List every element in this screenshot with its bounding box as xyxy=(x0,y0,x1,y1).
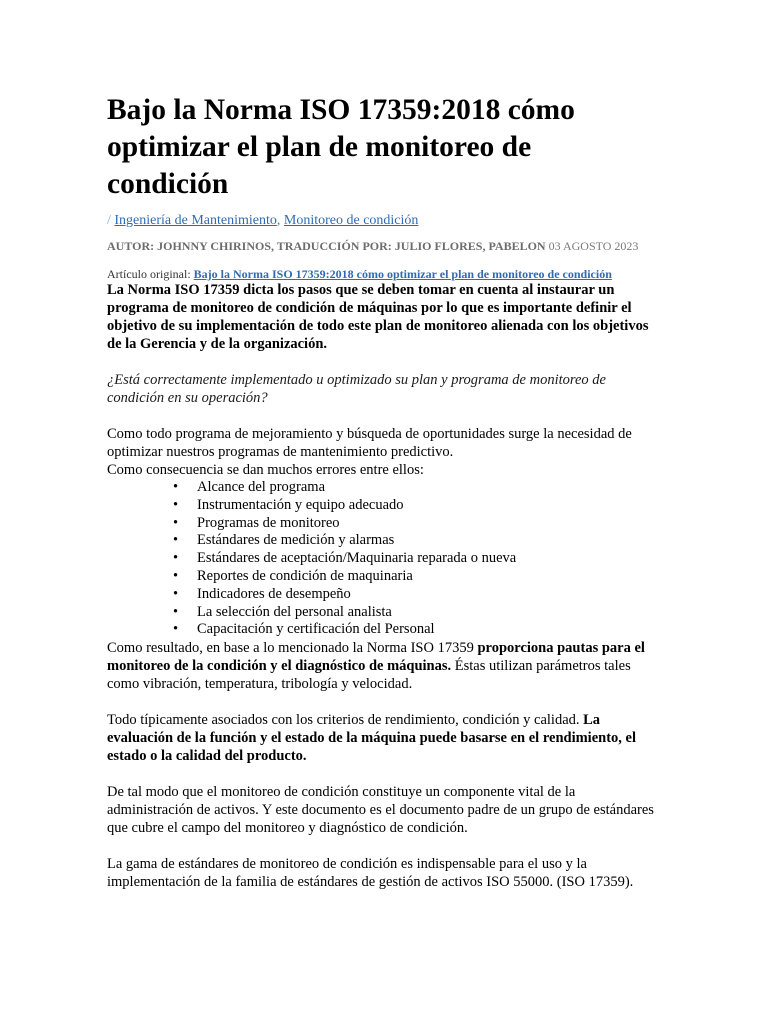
list-item: • Estándares de medición y alarmas xyxy=(173,532,395,549)
bullet-icon: • xyxy=(173,479,179,495)
bullet-icon: • xyxy=(173,550,179,567)
category-slash: / xyxy=(107,213,111,228)
bullet-icon: • xyxy=(173,532,179,549)
bullet-icon: • xyxy=(173,514,179,531)
original-article xyxy=(107,267,657,281)
category-separator: , xyxy=(276,213,281,228)
paragraph-2: Como consecuencia se dan muchos errores entre ellos: xyxy=(107,462,424,478)
paragraph-4: Todo típicamente asociados con los criterios de rendimiento, condición y calidad. La evaluación de la función y el estado de la máquina puede basarse en el rendimiento, el estado o la calidad del producto. xyxy=(107,712,637,765)
paragraph-1: Como todo programa de mejoramiento y búsqueda de oportunidades surge la necesidad de optimizar nuestros programas de mantenimiento predictivo. xyxy=(107,426,632,460)
bullet-icon: • xyxy=(173,603,179,620)
bullet-icon: • xyxy=(173,585,179,602)
byline xyxy=(107,235,657,257)
list-item: • Programas de monitoreo xyxy=(173,514,340,531)
category-breadcrumb xyxy=(107,212,657,230)
list-item: • Estándares de aceptación/Maquinaria reparada o nueva xyxy=(173,550,517,567)
bullet-icon: • xyxy=(173,567,179,584)
list-item: • Reportes de condición de maquinaria xyxy=(173,567,413,584)
list-item: • La selección del personal analista xyxy=(173,603,392,620)
category-link-ingenieria[interactable]: Ingeniería de Mantenimiento xyxy=(114,213,277,228)
bullet-icon: • xyxy=(173,496,179,513)
paragraph-3: Como resultado, en base a lo mencionado la Norma ISO 17359 proporciona pautas para el monitoreo de la condición y el diagnóstico de máquinas. Éstas utilizan parámetros tales como vibración, temperatura, tribología y velocidad. xyxy=(107,640,645,693)
list-item: • Capacitación y certificación del Personal xyxy=(173,621,435,638)
paragraph-6: La gama de estándares de monitoreo de condición es indispensable para el uso y la implementación de la familia de estándares de gestión de activos ISO 55000. (ISO 17359). xyxy=(107,856,634,891)
intro-paragraph xyxy=(107,281,657,353)
article xyxy=(107,92,657,891)
original-label: Artículo original: xyxy=(107,267,191,281)
article-body xyxy=(107,281,657,891)
intro-bold-text: La Norma ISO 17359 dicta los pasos que se deben tomar en cuenta al instaurar un programa de monitoreo de condición de máquinas por lo que es importante definir el objetivo de su implementación de todo este plan de monitoreo alienada con los objetivos de la Gerencia y de la organización. xyxy=(107,282,649,352)
bullet-icon: • xyxy=(173,621,179,638)
category-link-monitoreo[interactable]: Monitoreo de condición xyxy=(283,213,419,228)
errors-list xyxy=(107,479,657,639)
list-item: • Instrumentación y equipo adecuado xyxy=(173,496,404,513)
byline-date: 03 AGOSTO 2023 xyxy=(548,239,639,253)
article-title: Bajo la Norma ISO 17359:2018 cómo optimizar el plan de monitoreo de condición xyxy=(107,94,575,200)
list-item: • Indicadores de desempeño xyxy=(173,585,351,602)
paragraph-5: De tal modo que el monitoreo de condición constituye un componente vital de la administración de activos. Y este documento es el documento padre de un grupo de estándares que cubre el campo del monitoreo y diagnóstico de condición. xyxy=(107,784,654,837)
question-paragraph: ¿Está correctamente implementado u optimizado su plan y programa de monitoreo de condición en su operación? xyxy=(107,372,606,406)
list-item: • Alcance del programa xyxy=(173,479,326,495)
original-article-link[interactable]: Bajo la Norma ISO 17359:2018 cómo optimizar el plan de monitoreo de condición xyxy=(193,267,612,281)
byline-authors: AUTOR: JOHNNY CHIRINOS, TRADUCCIÓN POR: JULIO FLORES, PABELON xyxy=(107,239,546,253)
